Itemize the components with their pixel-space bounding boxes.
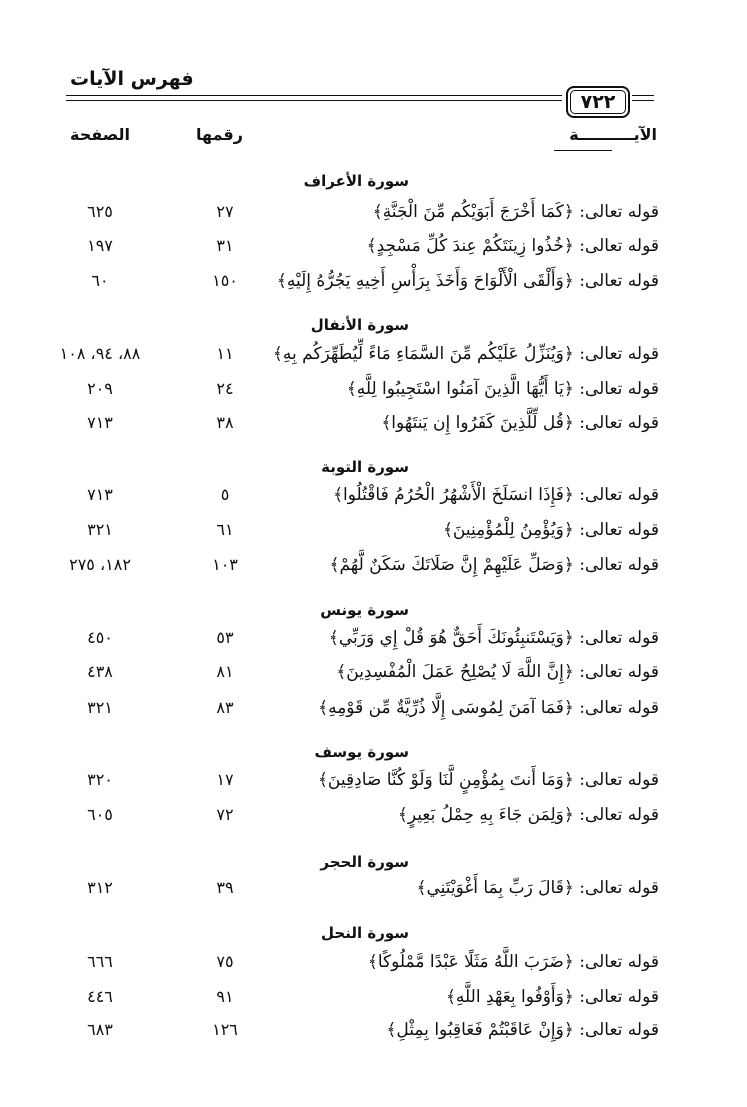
index-row	[0, 623, 747, 653]
verse-text: قوله تعالى: ﴿فَمَا آمَنَ لِمُوسَى إِلَّا ذُرِّيَّةٌ مِّن قَوْمِهِ﴾	[318, 698, 659, 718]
verse-number: ٥	[220, 485, 230, 504]
verse-text: قوله تعالى: ﴿كَمَا أَخْرَجَ أَبَوَيْكُم مِّنَ الْجَنَّةِ﴾	[372, 202, 659, 222]
index-row	[0, 873, 747, 903]
page-number: ٧٢٢	[566, 86, 630, 118]
verse-number: ٢٤	[216, 379, 234, 398]
verse-number: ٨٣	[216, 698, 234, 717]
page-reference: ٣٢١	[87, 520, 113, 539]
index-row	[0, 550, 747, 580]
index-row	[0, 947, 747, 977]
verse-text: قوله تعالى: ﴿وَيُؤْمِنُ لِلْمُؤْمِنِينَ﴾	[442, 520, 659, 540]
verse-text: قوله تعالى: ﴿وَيَسْتَنبِئُونَكَ أَحَقٌّ هُوَ قُلْ إِي وَرَبِّي﴾	[328, 628, 659, 648]
index-row	[0, 1015, 747, 1045]
verse-number: ١١	[216, 344, 234, 363]
page-reference: ٦٠	[91, 271, 109, 290]
book-title: فهرس الآيات	[70, 68, 194, 90]
page-reference: ٣٢٠	[87, 770, 113, 789]
index-row	[0, 374, 747, 404]
index-row	[0, 339, 747, 369]
surah-title: سورة يوسف	[314, 743, 409, 761]
index-row	[0, 231, 747, 261]
verse-text: قوله تعالى: ﴿قَالَ رَبِّ بِمَا أَغْوَيْتَنِي﴾	[416, 878, 659, 898]
verse-number: ١٢٦	[212, 1020, 238, 1039]
verse-text: قوله تعالى: ﴿يَا أَيُّهَا الَّذِينَ آمَنُوا اسْتَجِيبُوا لِلَّهِ﴾	[346, 379, 659, 399]
page-reference: ٦٠٥	[87, 805, 113, 824]
header-separator	[554, 150, 612, 151]
page-reference: ٧١٣	[87, 485, 113, 504]
index-row	[0, 800, 747, 830]
column-header-page: الصفحة	[70, 125, 131, 144]
page-reference: ٧١٣	[87, 413, 113, 432]
column-header-verse: الآيــــــــــة	[569, 125, 657, 144]
index-row	[0, 982, 747, 1012]
page-reference: ٤٥٠	[87, 628, 113, 647]
surah-title: سورة الحجر	[320, 853, 409, 871]
header-rule-bottom	[66, 100, 562, 101]
verse-text: قوله تعالى: ﴿فَإِذَا انسَلَخَ الْأَشْهُرُ الْحُرُمُ فَاقْتُلُوا﴾	[333, 485, 659, 505]
verse-number: ٩١	[216, 987, 234, 1006]
verse-text: قوله تعالى: ﴿ضَرَبَ اللَّهُ مَثَلًا عَبْدًا مَّمْلُوكًا﴾	[367, 952, 659, 972]
verse-text: قوله تعالى: ﴿وَلِمَن جَاءَ بِهِ حِمْلُ بَعِيرٍ﴾	[397, 805, 659, 825]
column-header-number: رقمها	[196, 125, 243, 144]
surah-title: سورة الأنفال	[310, 316, 409, 334]
verse-number: ١٧	[216, 770, 234, 789]
verse-number: ٧٥	[216, 952, 234, 971]
verse-text: قوله تعالى: ﴿وَصَلِّ عَلَيْهِمْ إِنَّ صَلَاتَكَ سَكَنٌ لَّهُمْ﴾	[329, 555, 659, 575]
verse-number: ٧٢	[216, 805, 234, 824]
index-row	[0, 197, 747, 227]
header-rule-right-bottom	[632, 100, 654, 101]
index-row	[0, 408, 747, 438]
verse-text: قوله تعالى: ﴿قُل لِّلَّذِينَ كَفَرُوا إِن يَنتَهُوا﴾	[381, 413, 659, 433]
verse-number: ٥٣	[216, 628, 234, 647]
verse-number: ٨١	[216, 662, 234, 681]
page-reference: ٦٨٣	[87, 1020, 113, 1039]
surah-title: سورة التوبة	[321, 458, 409, 476]
verse-text: قوله تعالى: ﴿إِنَّ اللَّهَ لَا يُصْلِحُ عَمَلَ الْمُفْسِدِينَ﴾	[336, 662, 659, 682]
verse-number: ٣١	[216, 236, 234, 255]
surah-title: سورة يونس	[320, 601, 409, 619]
verse-number: ١٠٣	[212, 555, 238, 574]
page-reference: ٣٢١	[87, 698, 113, 717]
page-reference: ٤٤٦	[87, 987, 113, 1006]
index-row	[0, 480, 747, 510]
page-reference: ٨٨، ٩٤، ١٠٨	[59, 344, 141, 363]
index-row	[0, 266, 747, 296]
header-rule-top	[66, 95, 562, 96]
verse-text: قوله تعالى: ﴿وَمَا أَنتَ بِمُؤْمِنٍ لَّنَا وَلَوْ كُنَّا صَادِقِينَ﴾	[317, 770, 659, 790]
verse-text: قوله تعالى: ﴿وَأَوْفُوا بِعَهْدِ اللَّهِ﴾	[445, 987, 659, 1007]
page-reference: ٢٠٩	[87, 379, 113, 398]
verse-text: قوله تعالى: ﴿وَيُنَزِّلُ عَلَيْكُم مِّنَ السَّمَاءِ مَاءً لِّيُطَهِّرَكُم بِهِ﴾	[272, 344, 659, 364]
surah-title: سورة الأعراف	[303, 172, 409, 190]
verse-number: ٦١	[216, 520, 234, 539]
verse-text: قوله تعالى: ﴿وَإِنْ عَاقَبْتُمْ فَعَاقِبُوا بِمِثْلِ﴾	[386, 1020, 659, 1040]
verse-text: قوله تعالى: ﴿خُذُوا زِينَتَكُمْ عِندَ كُلِّ مَسْجِدٍ﴾	[366, 236, 659, 256]
page-reference: ١٩٧	[87, 236, 113, 255]
verse-number: ٣٨	[216, 413, 234, 432]
index-row	[0, 515, 747, 545]
page-reference: ٣١٢	[87, 878, 113, 897]
page-reference: ٦٢٥	[87, 202, 113, 221]
index-row	[0, 693, 747, 723]
page-reference: ١٨٢، ٢٧٥	[69, 555, 131, 574]
verse-text: قوله تعالى: ﴿وَأَلْقَى الْأَلْوَاحَ وَأَخَذَ بِرَأْسِ أَخِيهِ يَجُرُّهُ إِلَيْهِ﴾	[276, 271, 659, 291]
page-reference: ٤٣٨	[87, 662, 113, 681]
verse-number: ١٥٠	[212, 271, 238, 290]
verse-number: ٣٩	[216, 878, 234, 897]
index-row	[0, 657, 747, 687]
surah-title: سورة النحل	[321, 924, 409, 942]
index-row	[0, 765, 747, 795]
header-rule-right-top	[632, 95, 654, 96]
page-reference: ٦٦٦	[87, 952, 113, 971]
verse-number: ٢٧	[216, 202, 234, 221]
